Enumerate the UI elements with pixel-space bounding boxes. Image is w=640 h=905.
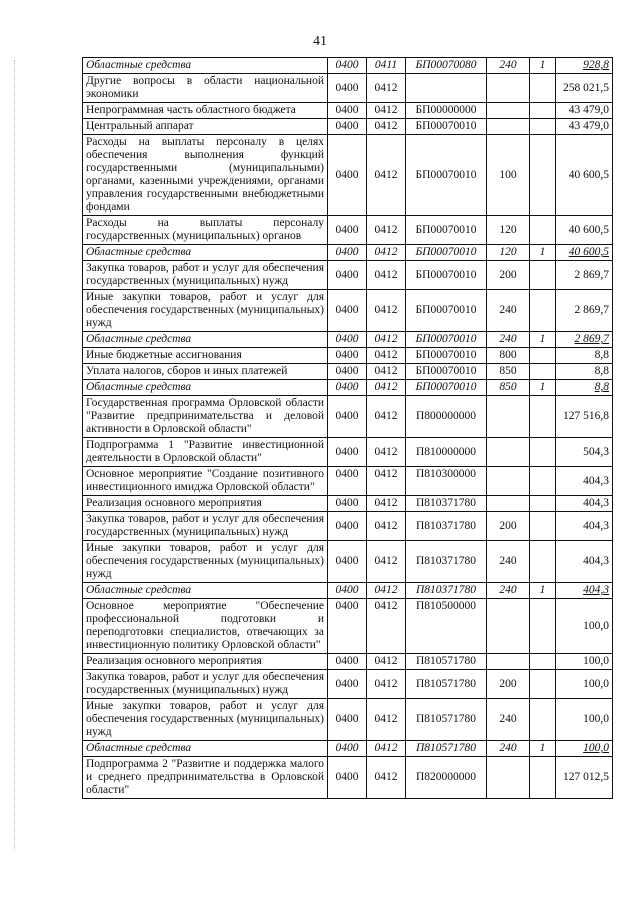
row-section-code: 0400: [328, 496, 367, 512]
row-amount: 258 021,5: [556, 74, 613, 103]
row-subsection-code: 0412: [367, 512, 406, 541]
table-row: [83, 380, 613, 396]
row-amount: 404,3: [556, 583, 613, 599]
row-funding-source: 1: [530, 741, 556, 757]
row-target-article: П810500000: [406, 599, 487, 654]
row-funding-source: 1: [530, 245, 556, 261]
row-expense-type: 200: [487, 670, 530, 699]
row-expense-type: [487, 654, 530, 670]
row-expense-type: 240: [487, 290, 530, 332]
row-amount: 404,3: [556, 496, 613, 512]
row-target-article: П810571780: [406, 654, 487, 670]
row-target-article: БП00070010: [406, 364, 487, 380]
row-expense-type: [487, 74, 530, 103]
table-row: [83, 599, 613, 654]
row-subsection-code: 0412: [367, 380, 406, 396]
row-target-article: БП00070010: [406, 290, 487, 332]
row-section-code: 0400: [328, 245, 367, 261]
row-name: Иные закупки товаров, работ и услуг для обеспечения государственных (муниципальных) нужд: [83, 699, 328, 741]
row-name: Расходы на выплаты персоналу государственных (муниципальных) органов: [83, 216, 328, 245]
row-funding-source: [530, 364, 556, 380]
table-row: [83, 438, 613, 467]
row-amount: 404,3: [556, 541, 613, 583]
row-expense-type: 120: [487, 216, 530, 245]
row-amount: 2 869,7: [556, 290, 613, 332]
row-expense-type: [487, 757, 530, 799]
row-amount: 40 600,5: [556, 216, 613, 245]
row-subsection-code: 0412: [367, 467, 406, 496]
row-funding-source: [530, 496, 556, 512]
row-amount: 40 600,5: [556, 135, 613, 216]
row-amount: 43 479,0: [556, 103, 613, 119]
row-section-code: 0400: [328, 216, 367, 245]
row-section-code: 0400: [328, 757, 367, 799]
row-target-article: БП00070080: [406, 58, 487, 74]
row-expense-type: 240: [487, 741, 530, 757]
row-name: Подпрограмма 1 "Развитие инвестиционной деятельности в Орловской области": [83, 438, 328, 467]
row-amount: 43 479,0: [556, 119, 613, 135]
row-funding-source: [530, 757, 556, 799]
table-row: [83, 135, 613, 216]
row-funding-source: [530, 396, 556, 438]
row-subsection-code: 0412: [367, 699, 406, 741]
row-expense-type: 240: [487, 699, 530, 741]
row-section-code: 0400: [328, 348, 367, 364]
row-name: Иные бюджетные ассигнования: [83, 348, 328, 364]
table-row: [83, 741, 613, 757]
row-section-code: 0400: [328, 599, 367, 654]
row-funding-source: [530, 216, 556, 245]
row-funding-source: [530, 467, 556, 496]
row-section-code: 0400: [328, 670, 367, 699]
row-amount: 127 012,5: [556, 757, 613, 799]
row-amount: 100,0: [556, 599, 613, 654]
row-name: Реализация основного мероприятия: [83, 654, 328, 670]
row-funding-source: [530, 261, 556, 290]
row-name: Областные средства: [83, 583, 328, 599]
row-name: Непрограммная часть областного бюджета: [83, 103, 328, 119]
row-target-article: БП00070010: [406, 380, 487, 396]
row-section-code: 0400: [328, 438, 367, 467]
row-subsection-code: 0412: [367, 332, 406, 348]
row-name: Государственная программа Орловской области "Развитие предпринимательства и деловой активности в Орловской области": [83, 396, 328, 438]
row-section-code: 0400: [328, 396, 367, 438]
row-target-article: П810371780: [406, 541, 487, 583]
row-amount: 100,0: [556, 670, 613, 699]
row-subsection-code: 0412: [367, 74, 406, 103]
row-amount: 127 516,8: [556, 396, 613, 438]
budget-table: [82, 57, 613, 799]
row-name: Областные средства: [83, 245, 328, 261]
row-section-code: 0400: [328, 58, 367, 74]
row-section-code: 0400: [328, 364, 367, 380]
row-funding-source: [530, 670, 556, 699]
row-amount: 100,0: [556, 699, 613, 741]
table-row: [83, 364, 613, 380]
table-row: [83, 670, 613, 699]
row-funding-source: [530, 119, 556, 135]
row-section-code: 0400: [328, 119, 367, 135]
row-amount: 8,8: [556, 380, 613, 396]
row-expense-type: [487, 467, 530, 496]
row-expense-type: 200: [487, 261, 530, 290]
table-row: [83, 583, 613, 599]
table-row: [83, 103, 613, 119]
row-funding-source: 1: [530, 58, 556, 74]
row-funding-source: [530, 103, 556, 119]
row-target-article: БП00070010: [406, 245, 487, 261]
table-row: [83, 348, 613, 364]
row-funding-source: [530, 654, 556, 670]
row-funding-source: [530, 74, 556, 103]
row-subsection-code: 0412: [367, 396, 406, 438]
row-funding-source: [530, 512, 556, 541]
row-name: Центральный аппарат: [83, 119, 328, 135]
row-subsection-code: 0412: [367, 670, 406, 699]
row-subsection-code: 0412: [367, 438, 406, 467]
row-expense-type: 120: [487, 245, 530, 261]
row-name: Областные средства: [83, 332, 328, 348]
row-amount: 504,3: [556, 438, 613, 467]
table-row: [83, 119, 613, 135]
row-name: Иные закупки товаров, работ и услуг для обеспечения государственных (муниципальных) нужд: [83, 290, 328, 332]
row-amount: 928,8: [556, 58, 613, 74]
row-name: Иные закупки товаров, работ и услуг для обеспечения государственных (муниципальных) нужд: [83, 541, 328, 583]
row-expense-type: [487, 599, 530, 654]
row-name: Закупка товаров, работ и услуг для обеспечения государственных (муниципальных) нужд: [83, 261, 328, 290]
row-subsection-code: 0412: [367, 245, 406, 261]
row-amount: 2 869,7: [556, 261, 613, 290]
row-section-code: 0400: [328, 380, 367, 396]
row-target-article: П810371780: [406, 512, 487, 541]
row-funding-source: [530, 699, 556, 741]
row-section-code: 0400: [328, 654, 367, 670]
row-subsection-code: 0412: [367, 103, 406, 119]
table-row: [83, 290, 613, 332]
row-funding-source: 1: [530, 380, 556, 396]
row-subsection-code: 0412: [367, 757, 406, 799]
row-name: Областные средства: [83, 741, 328, 757]
row-name: Расходы на выплаты персоналу в целях обеспечения выполнения функций государственными (муниципальными) органами, казенными учреждениями, органами управления государственными внебюджетными фондами: [83, 135, 328, 216]
margin-dotted-line: [14, 60, 15, 850]
row-subsection-code: 0412: [367, 364, 406, 380]
row-subsection-code: 0412: [367, 741, 406, 757]
row-target-article: П810571780: [406, 741, 487, 757]
row-name: Уплата налогов, сборов и иных платежей: [83, 364, 328, 380]
row-expense-type: 240: [487, 332, 530, 348]
row-target-article: П810571780: [406, 699, 487, 741]
row-amount: 100,0: [556, 654, 613, 670]
row-section-code: 0400: [328, 741, 367, 757]
row-amount: 8,8: [556, 364, 613, 380]
row-section-code: 0400: [328, 261, 367, 290]
row-expense-type: 200: [487, 512, 530, 541]
row-funding-source: 1: [530, 332, 556, 348]
row-funding-source: [530, 290, 556, 332]
row-target-article: П810000000: [406, 438, 487, 467]
budget-table-body: [83, 58, 613, 799]
row-subsection-code: 0412: [367, 119, 406, 135]
row-target-article: П810300000: [406, 467, 487, 496]
table-row: [83, 216, 613, 245]
row-subsection-code: 0412: [367, 135, 406, 216]
row-section-code: 0400: [328, 135, 367, 216]
row-section-code: 0400: [328, 103, 367, 119]
row-expense-type: 850: [487, 380, 530, 396]
row-subsection-code: 0412: [367, 599, 406, 654]
row-expense-type: [487, 496, 530, 512]
row-amount: 404,3: [556, 512, 613, 541]
row-expense-type: 240: [487, 583, 530, 599]
row-amount: 100,0: [556, 741, 613, 757]
row-funding-source: [530, 599, 556, 654]
table-row: [83, 74, 613, 103]
row-expense-type: 240: [487, 541, 530, 583]
row-target-article: П800000000: [406, 396, 487, 438]
row-target-article: П820000000: [406, 757, 487, 799]
table-row: [83, 541, 613, 583]
row-expense-type: 240: [487, 58, 530, 74]
row-section-code: 0400: [328, 467, 367, 496]
row-expense-type: 850: [487, 364, 530, 380]
table-row: [83, 245, 613, 261]
row-name: Подпрограмма 2 "Развитие и поддержка малого и среднего предпринимательства в Орловской области": [83, 757, 328, 799]
row-target-article: БП00070010: [406, 135, 487, 216]
row-section-code: 0400: [328, 74, 367, 103]
table-row: [83, 58, 613, 74]
table-row: [83, 654, 613, 670]
row-expense-type: 800: [487, 348, 530, 364]
row-amount: 404,3: [556, 467, 613, 496]
table-row: [83, 699, 613, 741]
table-row: [83, 467, 613, 496]
row-section-code: 0400: [328, 541, 367, 583]
row-expense-type: 100: [487, 135, 530, 216]
row-expense-type: [487, 119, 530, 135]
row-target-article: БП00070010: [406, 261, 487, 290]
table-row: [83, 332, 613, 348]
row-funding-source: [530, 135, 556, 216]
row-name: Областные средства: [83, 58, 328, 74]
row-subsection-code: 0412: [367, 541, 406, 583]
row-name: Основное мероприятие "Создание позитивного инвестиционного имиджа Орловской области": [83, 467, 328, 496]
row-section-code: 0400: [328, 290, 367, 332]
row-expense-type: [487, 396, 530, 438]
row-subsection-code: 0411: [367, 58, 406, 74]
row-subsection-code: 0412: [367, 290, 406, 332]
row-subsection-code: 0412: [367, 496, 406, 512]
row-name: Закупка товаров, работ и услуг для обеспечения государственных (муниципальных) нужд: [83, 512, 328, 541]
table-row: [83, 757, 613, 799]
row-funding-source: [530, 438, 556, 467]
page-number: 41: [313, 34, 327, 49]
row-section-code: 0400: [328, 583, 367, 599]
row-target-article: [406, 74, 487, 103]
row-funding-source: 1: [530, 583, 556, 599]
row-subsection-code: 0412: [367, 261, 406, 290]
row-name: Основное мероприятие "Обеспечение профессиональной подготовки и переподготовки специалистов, отвечающих за инвестиционную политику Орловской области": [83, 599, 328, 654]
row-expense-type: [487, 438, 530, 467]
row-target-article: БП00000000: [406, 103, 487, 119]
row-target-article: П810571780: [406, 670, 487, 699]
row-target-article: БП00070010: [406, 348, 487, 364]
row-amount: 8,8: [556, 348, 613, 364]
row-subsection-code: 0412: [367, 654, 406, 670]
row-section-code: 0400: [328, 512, 367, 541]
row-target-article: П810371780: [406, 583, 487, 599]
row-subsection-code: 0412: [367, 216, 406, 245]
row-name: Реализация основного мероприятия: [83, 496, 328, 512]
row-target-article: П810371780: [406, 496, 487, 512]
row-subsection-code: 0412: [367, 583, 406, 599]
row-funding-source: [530, 541, 556, 583]
table-row: [83, 396, 613, 438]
row-amount: 2 869,7: [556, 332, 613, 348]
row-subsection-code: 0412: [367, 348, 406, 364]
row-target-article: БП00070010: [406, 332, 487, 348]
row-amount: 40 600,5: [556, 245, 613, 261]
row-expense-type: [487, 103, 530, 119]
row-section-code: 0400: [328, 699, 367, 741]
row-target-article: БП00070010: [406, 119, 487, 135]
row-funding-source: [530, 348, 556, 364]
table-row: [83, 496, 613, 512]
row-target-article: БП00070010: [406, 216, 487, 245]
table-row: [83, 261, 613, 290]
row-name: Областные средства: [83, 380, 328, 396]
table-row: [83, 512, 613, 541]
row-name: Другие вопросы в области национальной экономики: [83, 74, 328, 103]
row-name: Закупка товаров, работ и услуг для обеспечения государственных (муниципальных) нужд: [83, 670, 328, 699]
row-section-code: 0400: [328, 332, 367, 348]
